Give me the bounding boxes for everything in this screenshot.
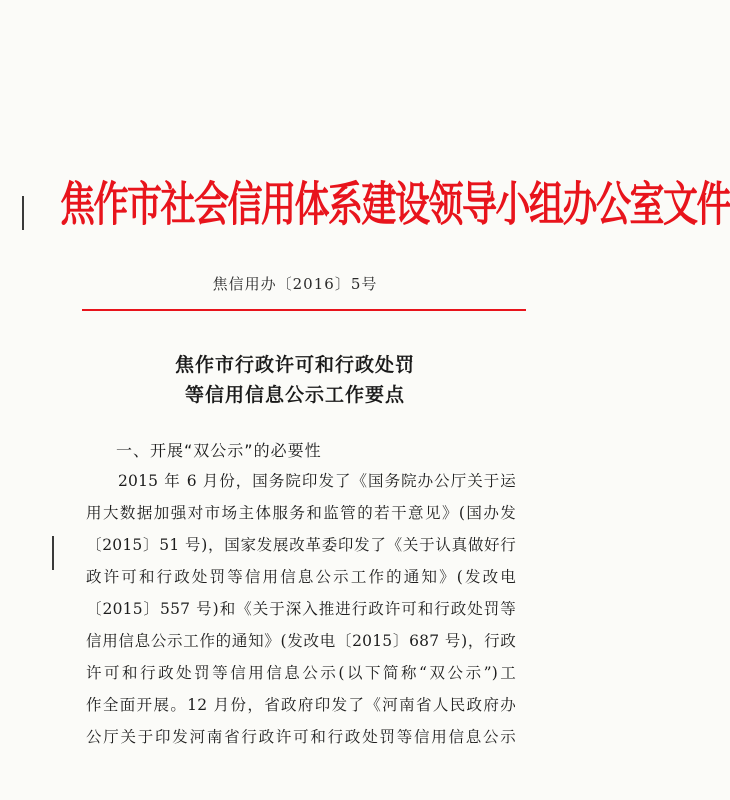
binding-hole-mark [22, 196, 24, 230]
red-divider [82, 309, 526, 311]
document-title-line1: 焦作市行政许可和行政处罚 [174, 354, 415, 376]
body-line: 〔2015〕557 号)和《关于深入推进行政许可和行政处罚等 [86, 600, 516, 618]
masthead-title: 焦作市社会信用体系建设领导小组办公室文件 [60, 177, 730, 233]
body-line: 许可和行政处罚等信用信息公示(以下简称“双公示”)工 [86, 664, 516, 682]
section-heading: 一、开展“双公示”的必要性 [116, 441, 322, 460]
body-line: 公厅关于印发河南省行政许可和行政处罚等信用信息公示 [86, 728, 516, 746]
body-line: 作全面开展。12 月份，省政府印发了《河南省人民政府办 [86, 696, 516, 714]
body-line: 2015 年 6 月份，国务院印发了《国务院办公厅关于运 [118, 472, 516, 490]
document-title-line2: 等信用信息公示工作要点 [184, 384, 405, 406]
document-number: 焦信用办〔2016〕5号 [212, 275, 378, 293]
body-line: 用大数据加强对市场主体服务和监管的若干意见》(国办发 [86, 504, 516, 522]
binding-hole-mark [52, 536, 54, 570]
body-line: 〔2015〕51 号)，国家发展改革委印发了《关于认真做好行 [86, 536, 516, 554]
body-line: 政许可和行政处罚等信用信息公示工作的通知》(发改电 [86, 568, 516, 586]
body-line: 信用信息公示工作的通知》(发改电〔2015〕687 号)，行政 [86, 632, 516, 650]
